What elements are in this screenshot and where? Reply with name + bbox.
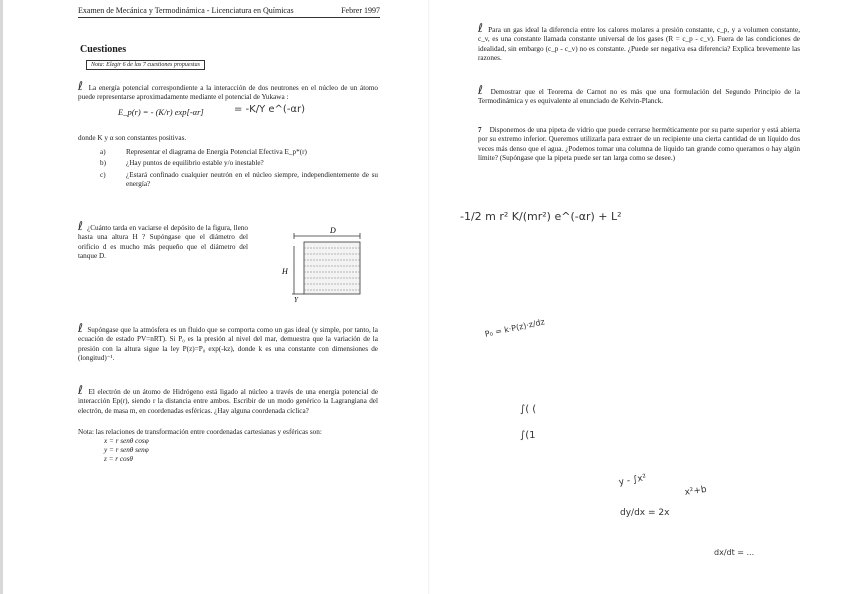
handwritten-fragment-6: dx/dt = ... <box>714 548 755 557</box>
q3-text: Supóngase que la atmósfera es un fluido que se comporta como un gas ideal (y simple, por tanto, la ecuación de estado PV=nRT). Si P₀ es la presión al nivel del mar, demuestra que la variación de la presión con la altura sigue la ley P(z)=P₀ exp(-kz), donde k es una constante con dimensiones de (longitud)⁻¹. <box>78 326 378 363</box>
q4-eq-y: y = r senθ senφ <box>104 446 149 455</box>
q1-item-b-text: ¿Hay puntos de equilibrio estable y/o inestable? <box>126 159 264 168</box>
check-mark-icon: ℓ <box>478 21 484 35</box>
question-1 <box>78 79 378 103</box>
tank-body <box>304 242 360 294</box>
q4-note: Nota: las relaciones de transformación entre coordenadas cartesianas y esféricas son: <box>78 428 322 436</box>
check-mark-icon: ℓ <box>478 83 485 97</box>
question-5 <box>478 21 800 64</box>
exam-title: Examen de Mecánica y Termodinámica - Licenciatura en Químicas <box>78 6 294 15</box>
question-6 <box>478 83 800 107</box>
q1-item-c-text: ¿Estará confinado cualquier neutrón en el núcleo siempre, independientemente de su energía? <box>126 170 378 189</box>
q1-items <box>100 146 378 190</box>
check-mark-icon: ℓ <box>78 383 84 397</box>
tank-y-label: Y <box>294 296 298 302</box>
instructions-note: Nota: Elegir 6 de las 7 cuestiones propuestas <box>86 60 205 70</box>
handwritten-pressure-note: P₀ = k·P(z)·z/dz <box>484 317 546 339</box>
q1-item-a-text: Representar el diagrama de Energía Potencial Efectiva E_p*(r) <box>126 148 307 156</box>
tank-h-label: H <box>282 267 288 276</box>
handwritten-fragment-2: ∫(1 <box>520 430 536 441</box>
handwritten-fragment-1: ∫( ( <box>520 404 537 415</box>
check-mark-icon: ℓ <box>78 79 84 93</box>
q1-item-b <box>100 159 378 168</box>
exam-header <box>78 6 380 18</box>
tank-figure <box>272 226 372 302</box>
q1-item-c-label: c) <box>100 170 106 179</box>
q4-eq-x: x = r senθ cosφ <box>104 437 149 446</box>
question-7 <box>478 126 800 164</box>
q1-handwritten-note: = -K/Y e^(-αr) <box>234 104 306 115</box>
q6-text: Demostrar que el Teorema de Carnot no es más que una formulación del Segundo Principio de la Termodinámica y es equivalente al enunciado de Kelvin-Planck. <box>478 88 800 106</box>
question-3 <box>78 321 378 364</box>
handwritten-lagrangian: -1/2 m r² K/(mr²) e^(-αr) + L² <box>460 210 622 223</box>
section-title: Cuestiones <box>80 44 127 55</box>
q4-equations <box>104 437 378 464</box>
check-mark-icon: ℓ <box>78 219 84 233</box>
question-2 <box>78 219 248 262</box>
q7-text: Disponemos de una pipeta de vidrio que puede cerrarse herméticamente por su parte superior y está abierta por su extremo inferior. Queremos utilizarla para extraer de un recipiente una cierta cantidad de un líquido dos veces más denso que el agua. ¿Podemos tomar una columna de líquido tan grande como queramos o hay algún límite? (Supóngase que la pipeta puede ser tan larga como se desee.) <box>478 126 800 163</box>
q5-text: Para un gas ideal la diferencia entre los calores molares a presión constante, c_p, y a volumen constante, c_v, es una constante llamada constante universal de los gases (R = c_p - c_v). Fuera de las condiciones de idealidad, sin embargo (c_p - c_v) no es constante. ¿Puede ser negativa esa diferencia? Explica brevemente las razones. <box>478 26 800 63</box>
q7-number: 7 <box>478 126 482 134</box>
q1-item-c <box>100 171 378 190</box>
q1-item-a-label: a) <box>100 148 106 156</box>
handwritten-fragment-5: x²+b <box>684 484 708 498</box>
check-mark-icon: ℓ <box>78 321 84 335</box>
handwritten-fragment-4: dy/dx = 2x <box>620 508 670 518</box>
question-4 <box>78 383 378 416</box>
q1-formula: E_p(r) = - (K/r) exp[-αr] <box>118 107 204 117</box>
q2-text: ¿Cuánto tarda en vaciarse el depósito de la figura, lleno hasta una altura H ? Supóngase que el diámetro del orificio d es mucho más pequeño que el diámetro del tanque D. <box>78 224 248 261</box>
handwritten-fragment-3: y - ∫x² <box>618 473 648 488</box>
q4-note-block <box>78 428 378 464</box>
tank-d-label: D <box>330 226 336 235</box>
exam-date: Febrer 1997 <box>341 6 380 15</box>
q1-intro: La energía potencial correspondiente a la interacción de dos neutrones en el núcleo de un átomo puede representarse aproximadamente mediante el potencial de Yukawa : <box>78 84 378 102</box>
q1-item-a <box>100 148 378 157</box>
right-page <box>430 0 848 594</box>
q1-where: donde K y α son constantes positivas. <box>78 134 187 142</box>
q4-eq-z: z = r cosθ <box>104 455 133 464</box>
q4-text: El electrón de un átomo de Hidrógeno está ligado al núcleo a través de una energía potencial de interacción Ep(r), siendo r la distancia entre ambos. Escribir de un modo genérico la Lagrangiana del electrón, de masa m, en coordenadas esféricas. ¿Hay alguna coordenada cíclica? <box>78 388 378 415</box>
q1-item-b-label: b) <box>100 159 106 168</box>
